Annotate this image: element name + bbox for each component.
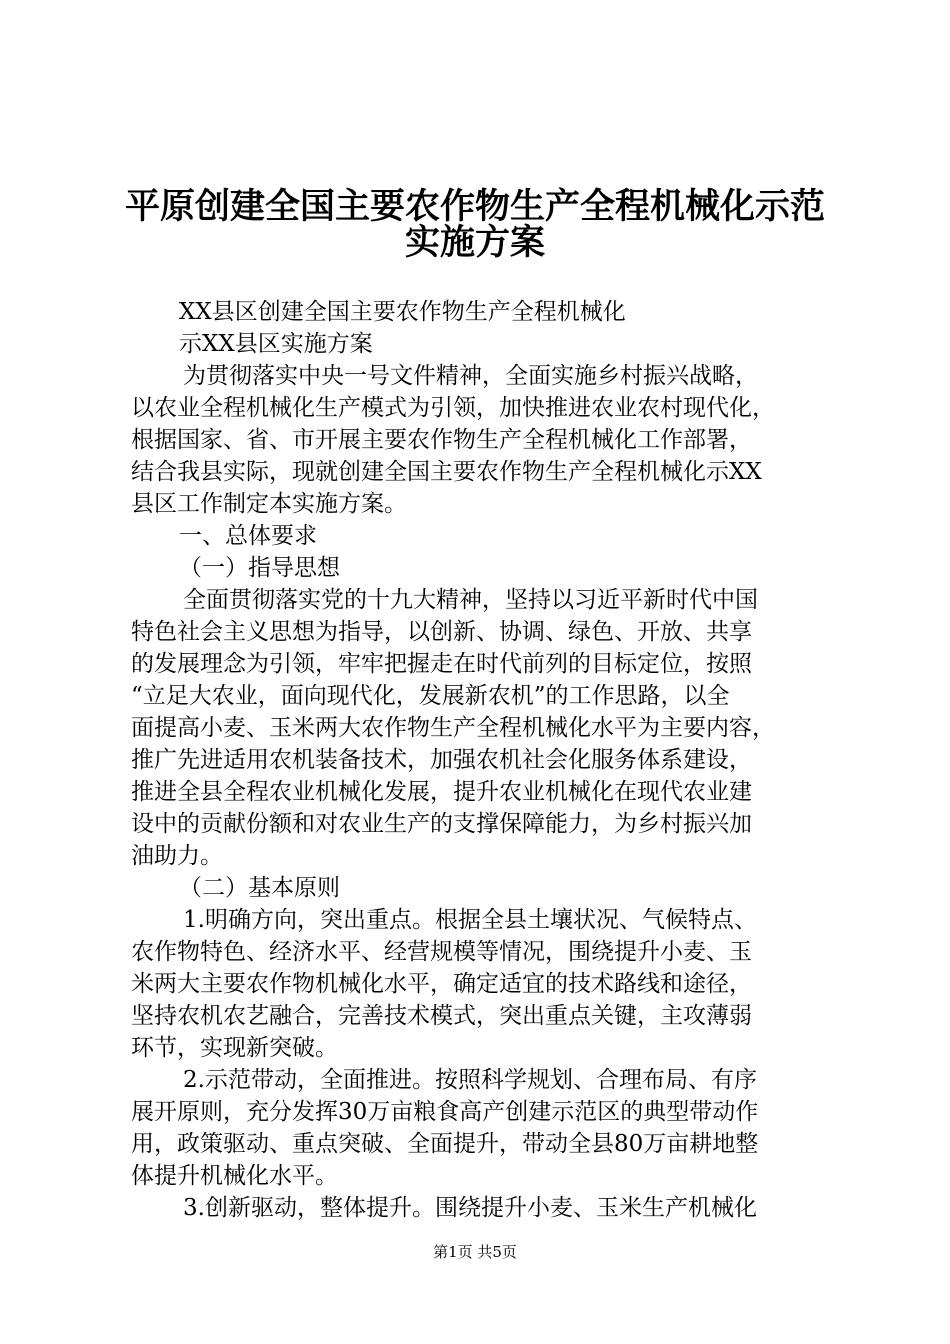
body-line: “立足大农业，面向现代化，发展新农机”的工作思路，以全 <box>131 683 730 709</box>
paragraph-start: 1.明确方向，突出重点。根据全县土壤状况、气候特点、 <box>183 907 757 933</box>
page-footer: 第1页 共5页 <box>433 1243 517 1261</box>
document-title-line-1: 平原创建全国主要农作物生产全程机械化示范 <box>124 187 825 227</box>
body-line: 坚持农机农艺融合，完善技术模式，突出重点关键，主攻薄弱 <box>131 1003 752 1029</box>
body-line: 体提升机械化水平。 <box>131 1163 338 1189</box>
body-line: 根据国家、省、市开展主要农作物生产全程机械化工作部署， <box>131 427 752 453</box>
body-line: 设中的贡献份额和对农业生产的支撑保障能力，为乡村振兴加 <box>131 811 752 837</box>
document-body <box>131 296 831 1224</box>
subsection-heading: （一）指导思想 <box>179 555 340 581</box>
paragraph-start: 3.创新驱动，整体提升。围绕提升小麦、玉米生产机械化 <box>183 1195 757 1221</box>
body-line: 用，政策驱动、重点突破、全面提升，带动全县80万亩耕地整 <box>131 1131 759 1157</box>
body-line: 面提高小麦、玉米两大农作物生产全程机械化水平为主要内容， <box>131 715 775 741</box>
body-line: 特色社会主义思想为指导，以创新、协调、绿色、开放、共享 <box>131 619 752 645</box>
body-line: 环节，实现新突破。 <box>131 1035 338 1061</box>
body-line: 米两大主要农作物机械化水平，确定适宜的技术路线和途径， <box>131 971 752 997</box>
body-line: 农作物特色、经济水平、经营规模等情况，围绕提升小麦、玉 <box>131 939 752 965</box>
body-line: 推广先进适用农机装备技术，加强农机社会化服务体系建设， <box>131 747 752 773</box>
body-line: 县区工作制定本实施方案。 <box>131 491 407 517</box>
body-line: 的发展理念为引领，牢牢把握走在时代前列的目标定位，按照 <box>131 651 752 677</box>
paragraph-start: 为贯彻落实中央一号文件精神，全面实施乡村振兴战略， <box>183 363 758 389</box>
subsection-heading: （二）基本原则 <box>179 875 340 901</box>
section-heading: 一、总体要求 <box>179 523 317 549</box>
body-line: 以农业全程机械化生产模式为引领，加快推进农业农村现代化， <box>131 395 775 421</box>
body-line: 展开原则，充分发挥30万亩粮食高产创建示范区的典型带动作 <box>131 1099 759 1125</box>
body-line: 推进全县全程农业机械化发展，提升农业机械化在现代农业建 <box>131 779 752 805</box>
document-title-line-2: 实施方案 <box>404 223 545 263</box>
body-line: 示XX县区实施方案 <box>179 331 373 357</box>
body-line: 结合我县实际，现就创建全国主要农作物生产全程机械化示XX <box>131 459 762 485</box>
paragraph-start: 全面贯彻落实党的十九大精神，坚持以习近平新时代中国 <box>183 587 758 613</box>
paragraph-start: 2.示范带动，全面推进。按照科学规划、合理布局、有序 <box>183 1067 757 1093</box>
body-line: 油助力。 <box>131 843 223 869</box>
body-line: XX县区创建全国主要农作物生产全程机械化 <box>179 299 626 325</box>
